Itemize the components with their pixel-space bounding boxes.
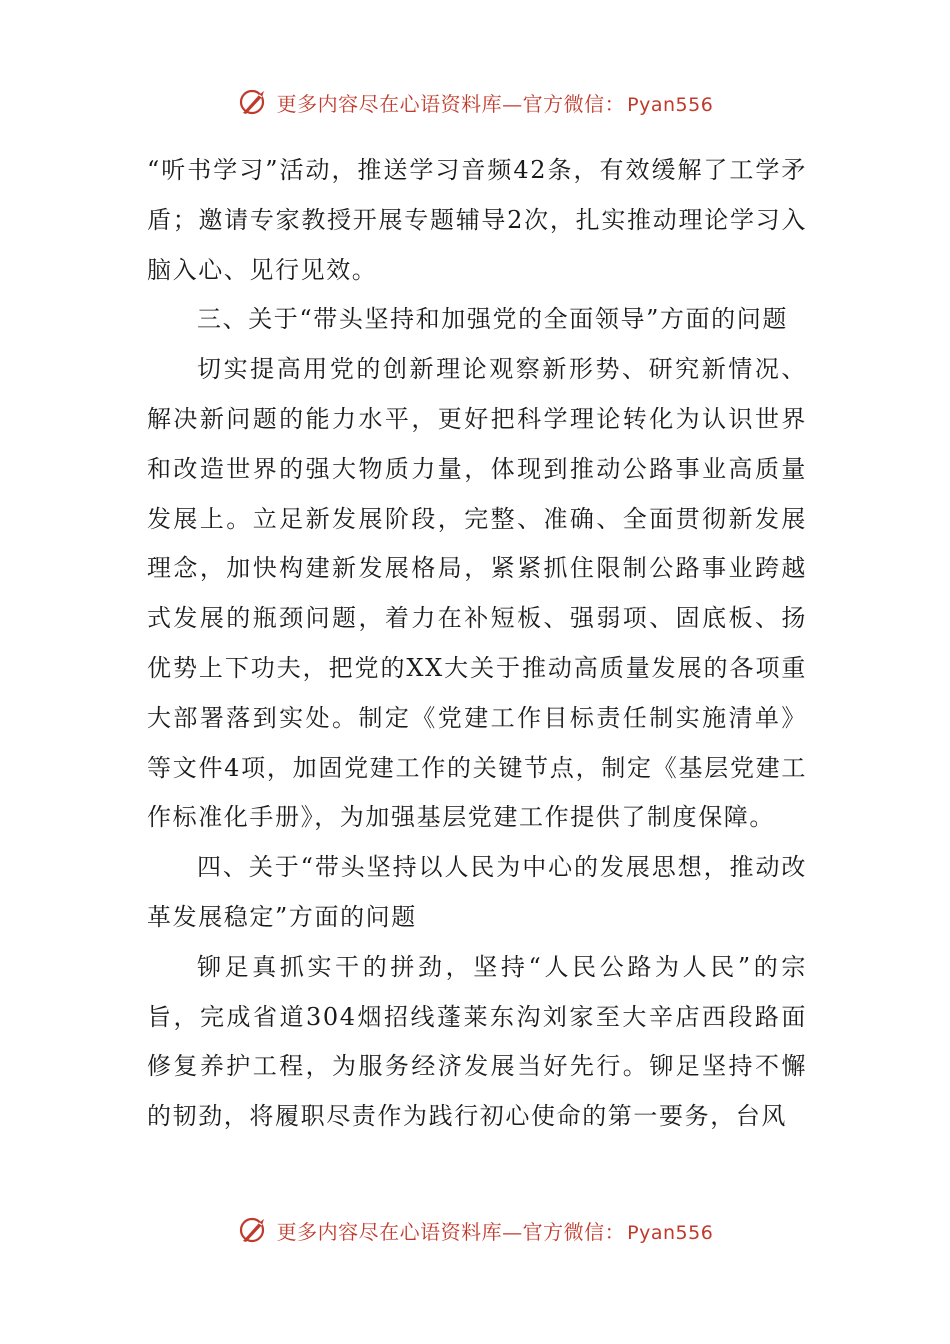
section-heading-4: 四、关于“带头坚持以人民为中心的发展思想，推动改革发展稳定”方面的问题 [147, 853, 807, 931]
banner-wechat-label: 官方微信： [522, 1219, 626, 1244]
footer-watermark-banner [0, 1208, 950, 1252]
pen-nib-logo-icon [237, 1213, 271, 1247]
banner-wechat-id: Pyan556 [627, 93, 714, 116]
section-heading-3: 三、关于“带头坚持和加强党的全面领导”方面的问题 [197, 305, 788, 334]
banner-text [277, 1216, 714, 1245]
banner-wechat-id: Pyan556 [627, 1221, 714, 1244]
banner-wechat-label: 官方微信： [522, 91, 626, 116]
paragraph-section-3: 切实提高用党的创新理论观察新形势、研究新情况、解决新问题的能力水平，更好把科学理论转化为认识世界和改造世界的强大物质力量，体现到推动公路事业高质量发展上。立足新发展阶段，完整、准确、全面贯彻新发展理念，加快构建新发展格局，紧紧抓住限制公路事业跨越式发展的瓶颈问题，着力在补短板、强弱项、固底板、扬优势上下功夫，把党的XX大关于推动高质量发展的各项重大部署落到实处。制定《党建工作目标责任制实施清单》等文件4项，加固党建工作的关键节点，制定《基层党建工作标准化手册》，为加强基层党建工作提供了制度保障。 [147, 355, 807, 832]
paragraph-continuation: “听书学习”活动，推送学习音频42条，有效缓解了工学矛盾；邀请专家教授开展专题辅导2次，扎实推动理论学习入脑入心、见行见效。 [147, 156, 807, 284]
banner-site-text: 更多内容尽在心语资料库 [276, 1219, 503, 1244]
banner-site-text: 更多内容尽在心语资料库 [276, 91, 503, 116]
paragraph-section-4: 铆足真抓实干的拼劲，坚持“人民公路为人民”的宗旨，完成省道304烟招线蓬莱东沟刘家至大辛店西段路面修复养护工程，为服务经济发展当好先行。铆足坚持不懈的韧劲，将履职尽责作为践行初心使命的第一要务，台风 [147, 952, 807, 1131]
banner-text [277, 88, 714, 117]
pen-nib-logo-icon [237, 85, 271, 119]
header-watermark-banner [0, 80, 950, 124]
banner-dash: — [502, 1219, 523, 1244]
banner-dash: — [502, 91, 523, 116]
document-body [147, 146, 807, 1142]
